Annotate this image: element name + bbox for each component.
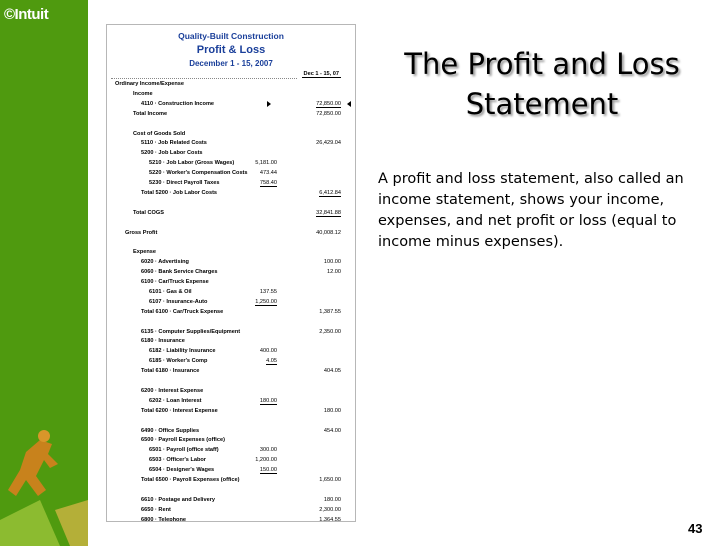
profit-loss-report [106,24,356,522]
report-date-range: December 1 - 15, 2007 [189,59,273,68]
row-label: 6800 · Telephone [141,516,186,522]
row-label: 6020 · Advertising [141,259,189,266]
report-row [107,259,355,269]
row-label: Gross Profit [125,229,158,236]
row-label: 6504 · Designer's Wages [149,467,215,474]
report-row [107,220,355,230]
report-row [107,81,355,91]
row-subtotal-value: 473.44 [259,170,277,177]
row-total-value: 12.00 [327,269,341,276]
row-label: 6135 · Computer Supplies/Equipment [141,328,241,335]
row-label: 6060 · Bank Service Charges [141,269,218,276]
row-subtotal-value: 137.55 [259,288,277,295]
report-row [107,497,355,507]
row-subtotal-value: 180.00 [259,397,277,404]
row-label: 6650 · Rent [141,506,171,513]
report-row [107,121,355,131]
report-row [107,309,355,319]
row-subtotal-value: 1,250.00 [255,298,277,305]
report-row [107,230,355,240]
row-label: 6182 · Liability Insurance [149,348,216,355]
row-label: Total 6200 · Interest Expense [141,407,218,414]
report-row [107,180,355,190]
report-row [107,408,355,418]
row-label: 6503 · Officer's Labor [149,457,206,464]
row-total-value: 1,387.55 [319,308,341,315]
report-row [107,170,355,180]
row-label: 6185 · Worker's Comp [149,358,208,365]
row-total-value: 100.00 [323,259,341,266]
row-label: Total 6180 · Insurance [141,368,200,375]
row-label: 6200 · Interest Expense [141,387,204,394]
slide-body: A profit and loss statement, also called an income statement, shows your income, expenses, and net profit or loss (equal to income minus expenses). [378,171,684,250]
report-row [107,239,355,249]
row-total-value: 180.00 [323,407,341,414]
row-label: Total 6500 · Payroll Expenses (office) [141,477,240,483]
row-total-value: 72,850.00 [316,100,341,107]
row-label: Total COGS [133,209,164,216]
row-label: 5210 · Job Labor (Gross Wages) [149,160,235,167]
report-row [107,131,355,141]
row-subtotal-value: 400.00 [259,348,277,355]
report-row [107,368,355,378]
row-label: 6202 · Loan Interest [149,397,202,404]
report-row [107,101,355,111]
slide-title: The Profit and Loss Statement [404,47,680,121]
report-row [107,279,355,289]
row-total-value: 1,650.00 [319,477,341,483]
row-subtotal-value: 1,200.00 [255,457,277,464]
report-row [107,338,355,348]
report-row [107,269,355,279]
report-row [107,418,355,428]
report-column-header: Dec 1 - 15, 07 [303,71,339,77]
row-label: 5220 · Worker's Compensation Costs [149,170,248,177]
row-label: Total 6100 · Car/Truck Expense [141,308,224,315]
row-label: 5200 · Job Labor Costs [141,150,203,157]
report-row [107,517,355,522]
row-total-value: 454.00 [323,427,341,434]
row-label: 6180 · Insurance [141,338,185,345]
row-label: 5230 · Direct Payroll Taxes [149,180,220,186]
report-row [107,487,355,497]
row-subtotal-value: 758.40 [259,180,277,186]
row-total-value: 72,850.00 [316,110,341,117]
running-figure-icon [0,430,88,546]
row-total-value: 1,364.55 [319,516,341,522]
row-label: Total 5200 · Job Labor Costs [141,189,218,196]
row-label: 6500 · Payroll Expenses (office) [141,437,225,444]
intuit-logo: ©Intuit [4,6,49,23]
row-total-value: 2,350.00 [319,328,341,335]
row-total-value: 2,300.00 [319,506,341,513]
report-row [107,160,355,170]
row-label: 6490 · Office Supplies [141,427,200,434]
report-row [107,388,355,398]
row-total-value: 6,412.84 [319,189,341,196]
report-row [107,210,355,220]
report-row [107,358,355,368]
row-label: Cost of Goods Sold [133,130,186,137]
brand-sidebar [0,0,88,546]
report-row [107,398,355,408]
report-row [107,319,355,329]
row-label: Expense [133,249,157,256]
report-row [107,140,355,150]
row-label: 6610 · Postage and Delivery [141,496,215,503]
report-row [107,150,355,160]
report-title: Profit & Loss [196,44,266,56]
report-row [107,200,355,210]
row-total-value: 180.00 [323,496,341,503]
report-row [107,507,355,517]
row-subtotal-value: 4.05 [266,358,277,365]
row-label: 6101 · Gas & Oil [149,288,192,295]
row-label: 6107 · Insurance-Auto [149,298,208,305]
row-subtotal-value: 5,181.00 [255,160,277,167]
report-row [107,437,355,447]
row-label: 4110 · Construction Income [141,100,215,107]
page-number: 43 [688,521,703,536]
report-row [107,467,355,477]
report-row [107,348,355,358]
report-row [107,329,355,339]
row-subtotal-value: 300.00 [259,447,277,454]
row-label: Total Income [133,110,168,117]
row-total-value: 26,429.04 [316,140,341,147]
report-row [107,457,355,467]
report-row [107,111,355,121]
pointer-right-icon [267,101,271,107]
row-total-value: 32,841.88 [316,209,341,216]
report-row [107,447,355,457]
pointer-left-icon [347,101,351,107]
report-row [107,428,355,438]
report-company: Quality-Built Construction [178,31,284,41]
row-label: Income [133,90,153,97]
row-label: 5110 · Job Related Costs [141,140,207,147]
report-row [107,91,355,101]
report-row [107,190,355,200]
row-total-value: 404.05 [323,368,341,375]
report-row [107,249,355,259]
column-header-guide [111,78,297,79]
report-row [107,299,355,309]
report-row [107,289,355,299]
report-row [107,378,355,388]
report-row [107,477,355,487]
row-total-value: 40,008.12 [316,229,341,236]
row-subtotal-value: 150.00 [259,467,277,474]
row-label: 6100 · Car/Truck Expense [141,279,209,285]
row-label: Ordinary Income/Expense [115,81,185,87]
row-label: 6501 · Payroll (office staff) [149,447,219,454]
